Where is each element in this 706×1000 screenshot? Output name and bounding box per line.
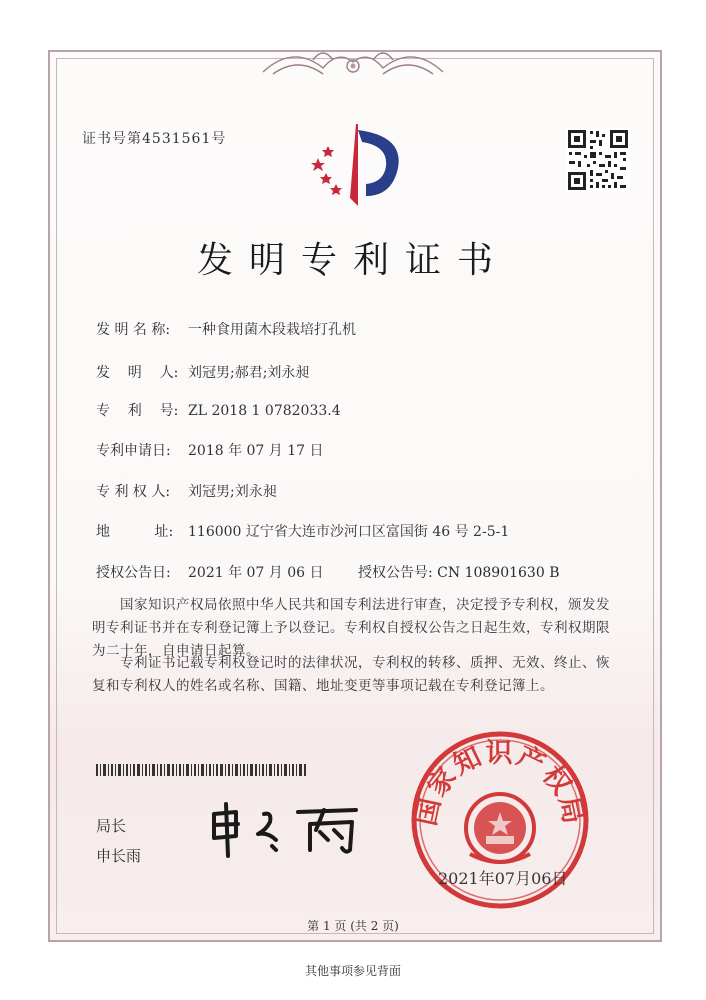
seal-text: 国家知识产权局 bbox=[410, 738, 590, 829]
qr-code bbox=[566, 128, 630, 192]
registration-statement: 专利证书记载专利权登记时的法律状况，专利权的转移、质押、无效、终止、恢复和专利权人的姓名或名称、国籍、地址变更等事项记载在专利登记簿上。 bbox=[92, 655, 610, 694]
address-label: 地 址: bbox=[96, 524, 174, 540]
certificate-number: 证书号第4531561号 bbox=[82, 131, 227, 147]
inventors-field bbox=[96, 362, 309, 382]
patentee-field bbox=[96, 481, 277, 501]
invention-name-label: 发 明 名 称: bbox=[96, 322, 171, 338]
patent-number-field bbox=[96, 400, 341, 420]
patentee-value: 刘冠男;刘永昶 bbox=[188, 484, 277, 500]
top-ornament bbox=[253, 40, 453, 82]
grant-number-label: 授权公告号: bbox=[358, 565, 433, 581]
application-date-value: 2018 年 07 月 17 日 bbox=[188, 443, 324, 459]
address-field bbox=[96, 521, 509, 541]
director-title: 局长 bbox=[96, 817, 127, 835]
grant-date-label: 授权公告日: bbox=[96, 565, 171, 581]
director-signature bbox=[206, 800, 366, 860]
certificate-title: 发明专利证书 bbox=[196, 240, 509, 281]
address-value: 116000 辽宁省大连市沙河口区富国街 46 号 2-5-1 bbox=[188, 524, 510, 540]
invention-name-value: 一种食用菌木段栽培打孔机 bbox=[188, 322, 356, 338]
invention-name-field bbox=[96, 319, 356, 339]
patentee-label: 专 利 权 人: bbox=[96, 484, 171, 500]
grant-statement: 国家知识产权局依照中华人民共和国专利法进行审查，决定授予专利权，颁发发明专利证书并在专利登记簿上予以登记。专利权自授权公告之日起生效，专利权期限为二十年，自申请日起算。 bbox=[92, 597, 610, 659]
barcode bbox=[96, 764, 308, 776]
grant-date-field bbox=[96, 562, 324, 582]
patent-number-value: ZL 2018 1 0782033.4 bbox=[188, 403, 341, 419]
inventors-label: 发 明 人: bbox=[96, 365, 179, 381]
application-date-field bbox=[96, 440, 324, 460]
inventors-value: 刘冠男;郝君;刘永昶 bbox=[188, 365, 310, 381]
patent-number-label: 专 利 号: bbox=[96, 403, 179, 419]
cnipa-logo bbox=[306, 118, 410, 210]
page-indicator: 第 1 页 (共 2 页) bbox=[307, 919, 399, 933]
grant-number-value: CN 108901630 B bbox=[437, 565, 560, 581]
director-name: 申长雨 bbox=[96, 847, 142, 865]
grant-number-field bbox=[358, 562, 560, 582]
application-date-label: 专利申请日: bbox=[96, 443, 171, 459]
grant-date-value: 2021 年 07 月 06 日 bbox=[188, 565, 324, 581]
seal-date: 2021年07月06日 bbox=[438, 869, 568, 888]
footer-note: 其他事项参见背面 bbox=[304, 964, 401, 978]
